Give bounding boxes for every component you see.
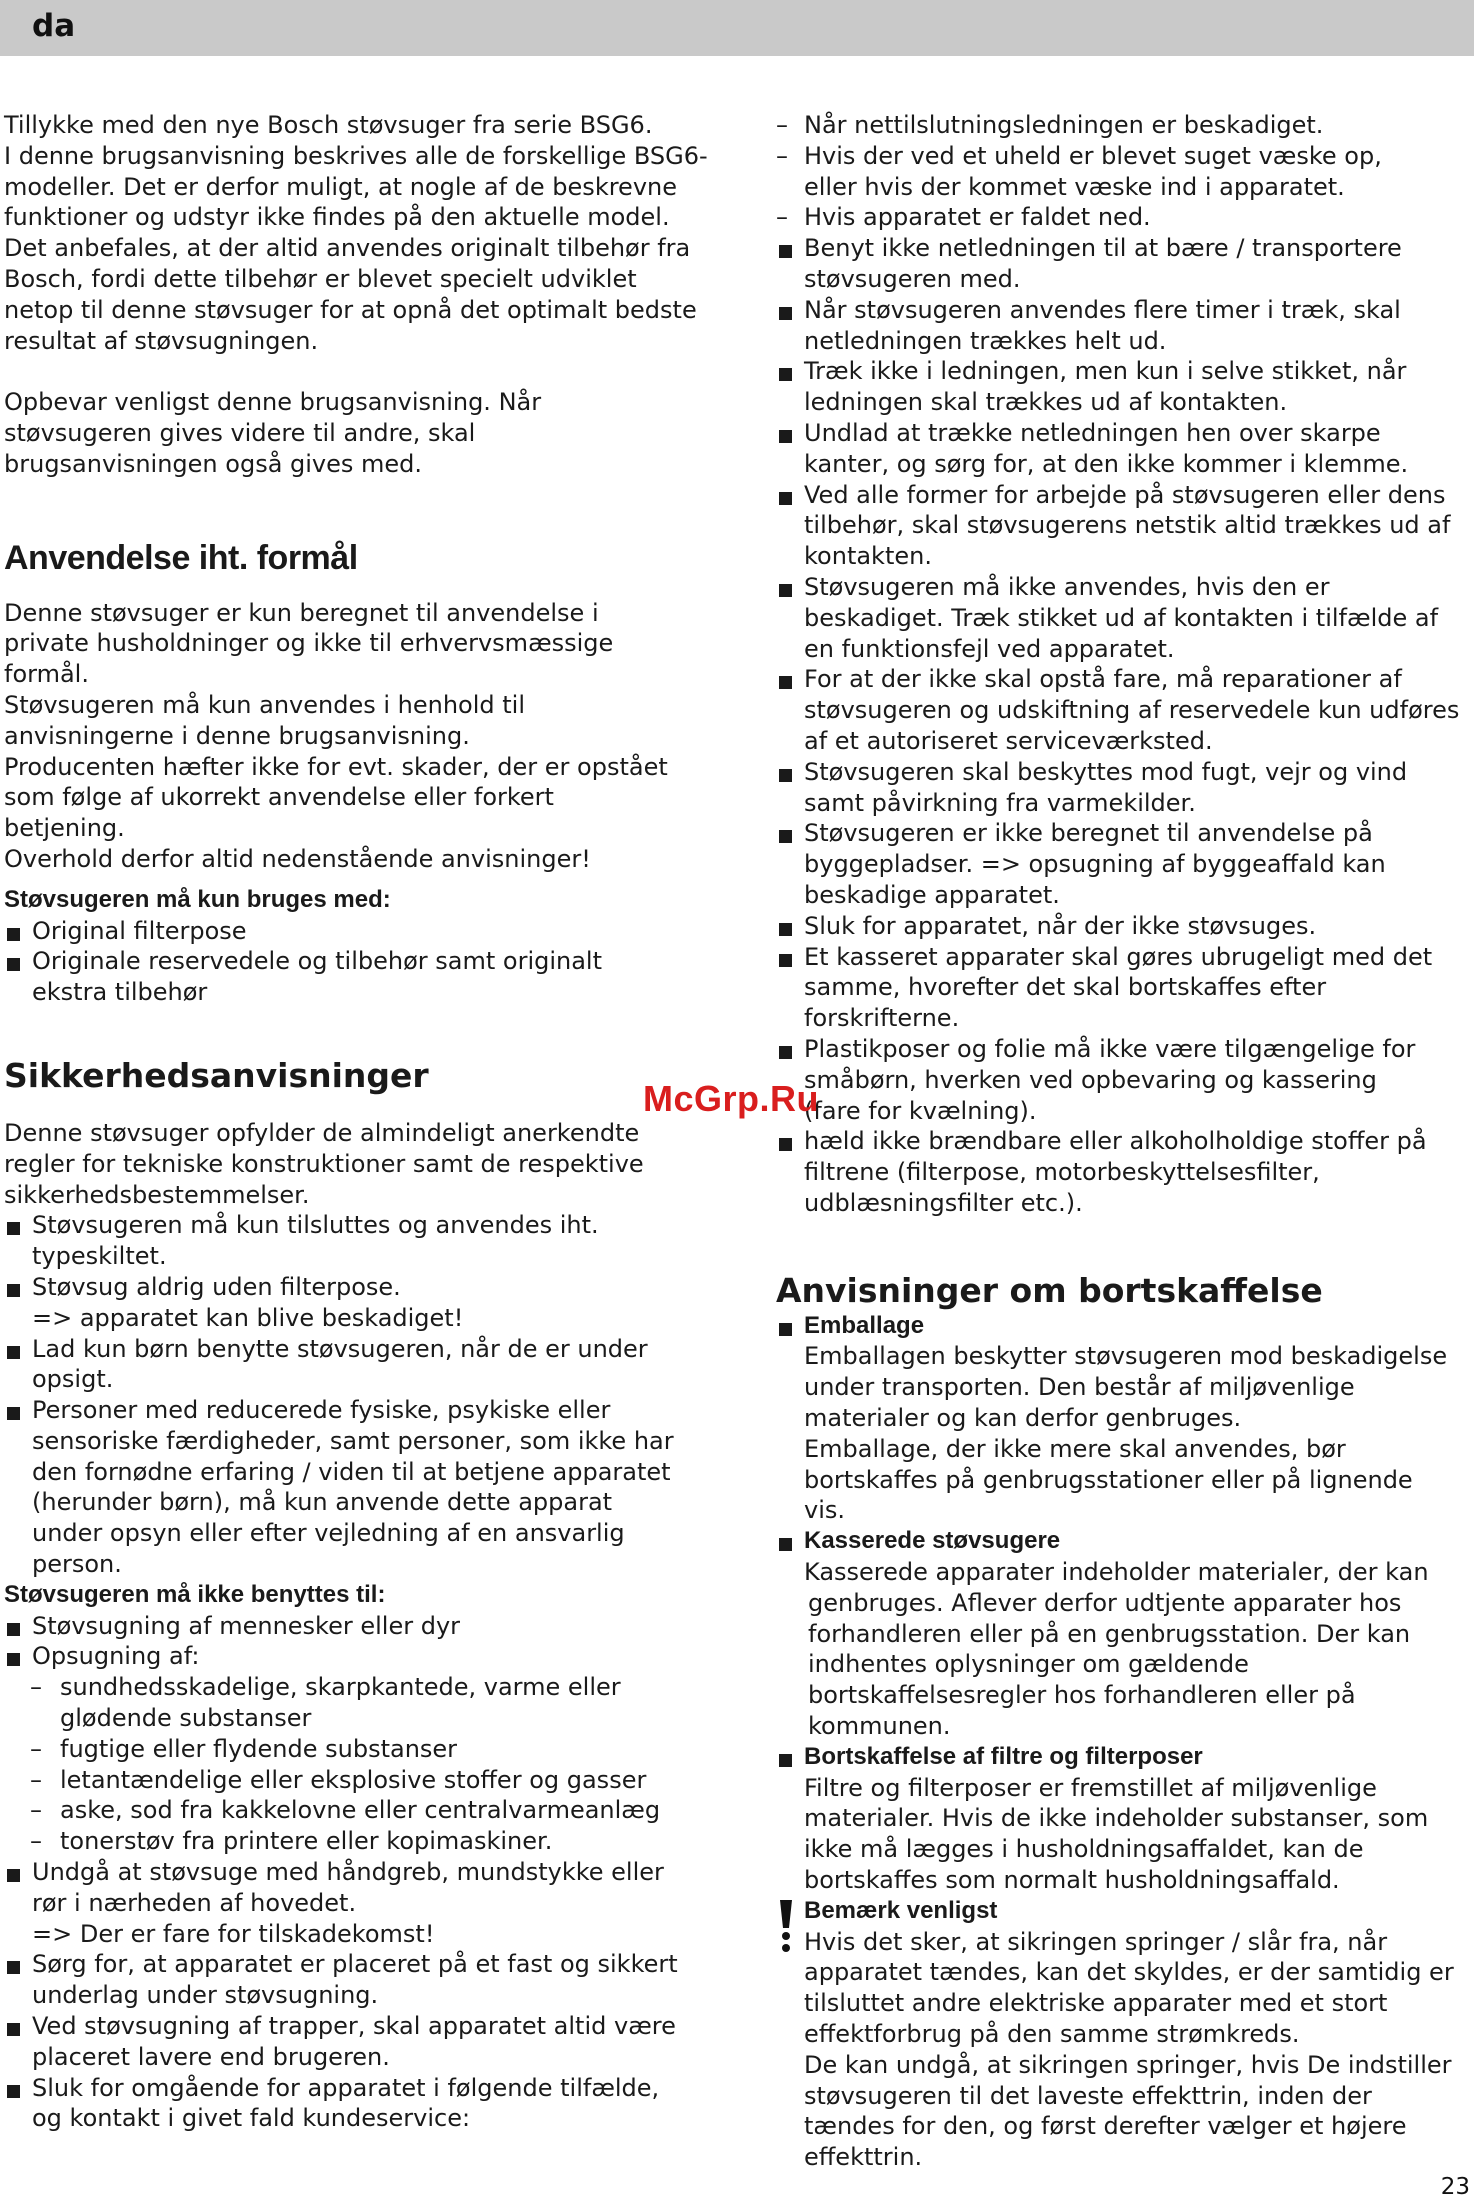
list-item: Emballage — [776, 1311, 1472, 1342]
list-item: Når støvsugeren anvendes flere timer i træk, skal netledningen trækkes helt ud. — [776, 295, 1472, 357]
list-item: Sluk for apparatet, når der ikke støvsuges. — [776, 911, 1472, 942]
language-label: da — [32, 8, 76, 44]
list-item: Støvsug aldrig uden filterpose. => apparatet kan blive beskadiget! — [4, 1272, 724, 1334]
list-item: Støvsugeren er ikke beregnet til anvendelse på byggepladser. => opsugning af byggeaffald kan beskadige apparatet. — [776, 818, 1472, 910]
list-item: Ved alle former for arbejde på støvsugeren eller dens tilbehør, skal støvsugerens netstik altid trækkes ud af kontakten. — [776, 480, 1472, 572]
filter-disposal-text: Filtre og filterposer er fremstillet af miljøvenlige materialer. Hvis de ikke indeholder substanser, som ikke må lægges i husholdningsaffaldet, kan de bortskaffes som normalt husholdningsaffald. — [804, 1773, 1429, 1895]
left-column — [4, 110, 724, 2134]
dash-item: – Når nettilslutningsledningen er beskadiget. — [776, 110, 1472, 141]
intro-paragraph: Tillykke med den nye Bosch støvsuger fra serie BSG6. I denne brugsanvisning beskrives alle de forskellige BSG6- modeller. Det er derfor muligt, at nogle af de beskrevne funktioner og udstyr ikke findes på den aktuelle model. Det anbefales, at der altid anvendes originalt tilbehør fra Bosch, fordi dette tilbehør er blevet specielt udviklet netop til denne støvsuger for at opnå det optimalt bedste resultat af støvsugningen. — [4, 111, 708, 355]
list-item: Et kasseret apparater skal gøres ubrugeligt med det samme, hvorefter det skal bortskaffes efter forskrifterne. — [776, 942, 1472, 1034]
list-item: Original filterpose — [4, 916, 724, 947]
dash-item: – sundhedsskadelige, skarpkantede, varme eller glødende substanser — [4, 1672, 724, 1734]
list-item: Kasserede støvsugere — [776, 1526, 1472, 1557]
dash-item: – aske, sod fra kakkelovne eller centralvarmeanlæg — [4, 1795, 724, 1826]
discarded-text: Kasserede apparater indeholder materialer, der kan — [804, 1558, 1429, 1587]
heading-disposal: Anvisninger om bortskaffelse — [776, 1270, 1323, 1310]
must-not-use-for-title: Støvsugeren må ikke benyttes til: — [4, 1580, 386, 1608]
list-item: Sørg for, at apparatet er placeret på et fast og sikkert underlag under støvsugning. — [4, 1949, 724, 2011]
list-item: Støvsugeren må ikke anvendes, hvis den er beskadiget. Træk stikket ud af kontakten i tilfælde af en funktionsfejl ved apparatet. — [776, 572, 1472, 664]
list-item: Benyt ikke netledningen til at bære / transportere støvsugeren med. — [776, 233, 1472, 295]
watermark: McGrp.Ru — [643, 1078, 820, 1119]
page-number: 23 — [1440, 2174, 1470, 2200]
heading-safety: Sikkerhedsanvisninger — [4, 1055, 429, 1095]
list-item: Undlad at trække netledningen hen over skarpe kanter, og sørg for, at den ikke kommer i klemme. — [776, 418, 1472, 480]
heading-intended-use: Anvendelse iht. formål — [4, 538, 358, 577]
list-item: Undgå at støvsuge med håndgreb, mundstykke eller rør i nærheden af hovedet. => Der er fare for tilskadekomst! — [4, 1857, 724, 1949]
dash-item: – letantændelige eller eksplosive stoffer og gasser — [4, 1765, 724, 1796]
list-item: Personer med reducerede fysiske, psykiske eller sensoriske færdigheder, samt personer, som ikke har den fornødne erfaring / viden til at betjene apparatet (herunder børn), må kun anvende dette apparat under opsyn eller efter vejledning af en ansvarlig person. — [4, 1395, 724, 1580]
dash-item: – Hvis der ved et uheld er blevet suget væske op, eller hvis der kommet væske ind i apparatet. — [776, 141, 1472, 203]
packaging-text: Emballagen beskytter støvsugeren mod beskadigelse under transporten. Den består af miljøvenlige materialer og kan derfor genbruges. Emballage, der ikke mere skal anvendes, bør bortskaffes på genbrugsstationer eller på lignende vis. — [804, 1342, 1448, 1525]
list-item: Opsugning af: — [4, 1641, 724, 1672]
list-item: Støvsugeren skal beskyttes mod fugt, vejr og vind samt påvirkning fra varmekilder. — [776, 757, 1472, 819]
dash-item: – fugtige eller flydende substanser — [4, 1734, 724, 1765]
list-item: Plastikposer og folie må ikke være tilgængelige for småbørn, hverken ved opbevaring og kassering (fare for kvælning). — [776, 1034, 1472, 1126]
safety-intro-paragraph: Denne støvsuger opfylder de almindeligt anerkendte regler for tekniske konstruktioner samt de respektive sikkerhedsbestemmelser. — [4, 1118, 644, 1209]
list-item: Ved støvsugning af trapper, skal apparatet altid være placeret lavere end brugeren. — [4, 2011, 724, 2073]
list-item: Støvsugeren må kun tilsluttes og anvendes iht. typeskiltet. — [4, 1210, 724, 1272]
dash-item: – tonerstøv fra printere eller kopimaskiner. — [4, 1826, 724, 1857]
list-item: Originale reservedele og tilbehør samt originalt ekstra tilbehør — [4, 946, 724, 1008]
warning-icon — [776, 1898, 796, 1956]
header-bar — [0, 0, 1474, 56]
intended-use-paragraph: Denne støvsuger er kun beregnet til anvendelse i private husholdninger og ikke til erhvervsmæssige formål. Støvsugeren må kun anvendes i henhold til anvisningerne i denne brugsanvisning. Producenten hæfter ikke for evt. skader, der er opstået som følge af ukorrekt anvendelse eller forkert betjening. Overhold derfor altid nedenstående anvisninger! — [4, 598, 668, 873]
keep-manual-paragraph: Opbevar venligst denne brugsanvisning. Når støvsugeren gives videre til andre, skal brugsanvisningen også gives med. — [4, 388, 542, 478]
note-block: Bemærk venligst Hvis det sker, at sikringen springer / slår fra, når apparatet tændes, kan det skyldes, er der samtidig er tilsluttet andre elektriske apparater med et stort effektforbrug på den samme strømkreds. De kan undgå, at sikringen springer, hvis De indstiller støvsugeren til det laveste effekttrin, inden der tændes for den, og først derefter vælger et højere effekttrin. — [776, 1896, 1472, 2173]
list-item: For at der ikke skal opstå fare, må reparationer af støvsugeren og udskiftning af reservedele kun udføres af et autoriseret serviceværksted. — [776, 664, 1472, 756]
discarded-text-cont: genbruges. Aflever derfor udtjente apparater hos forhandleren eller på en genbrugsstation. Der kan indhentes oplysninger om gældende bortskaffelsesregler hos forhandleren eller på kommunen. — [808, 1588, 1411, 1741]
dash-item: – Hvis apparatet er faldet ned. — [776, 202, 1472, 233]
note-title: Bemærk venligst — [804, 1896, 998, 1924]
list-item: Sluk for omgående for apparatet i følgende tilfælde, og kontakt i givet fald kundeservice: — [4, 2073, 724, 2135]
only-use-with-title: Støvsugeren må kun bruges med: — [4, 885, 391, 913]
list-item: hæld ikke brændbare eller alkoholholdige stoffer på filtrene (filterpose, motorbeskyttelsesfilter, udblæsningsfilter etc.). — [776, 1126, 1472, 1218]
right-column — [776, 110, 1472, 2173]
list-item: Træk ikke i ledningen, men kun i selve stikket, når ledningen skal trækkes ud af kontakten. — [776, 356, 1472, 418]
list-item: Bortskaffelse af filtre og filterposer — [776, 1742, 1472, 1773]
list-item: Støvsugning af mennesker eller dyr — [4, 1611, 724, 1642]
list-item: Lad kun børn benytte støvsugeren, når de er under opsigt. — [4, 1334, 724, 1396]
